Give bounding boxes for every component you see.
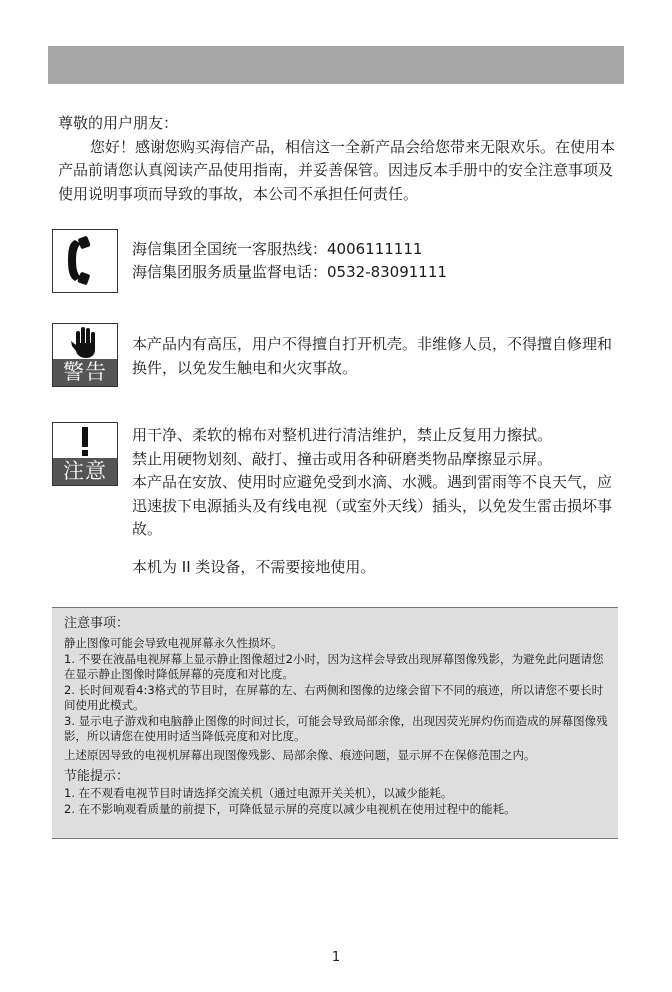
caution-text — [132, 424, 622, 579]
notes-title: 注意事项： — [64, 616, 130, 631]
exclamation-icon — [75, 424, 95, 458]
hotline-line-2: 海信集团服务质量监督电话：0532-83091111 — [132, 263, 447, 281]
intro-paragraph: 您好！感谢您购买海信产品，相信这一全新产品会给您带来无限欢乐。在使用本产品前请您认真阅读产品使用指南，并妥善保管。因违反本手册中的安全注意事项及使用说明事项而导致的事故，本公司不承担任何责任。 — [58, 137, 616, 203]
notes-item: 2. 长时间观看4:3格式的节目时，在屏幕的左、右两侧和图像的边缘会留下不同的痕迹，所以请您不要长时间使用此模式。 — [64, 682, 604, 712]
greeting: 尊敬的用户朋友： — [58, 114, 179, 132]
warning-paragraph: 本产品内有高压，用户不得擅自打开机壳。非维修人员，不得擅自修理和换件，以免发生触电和火灾事故。 — [132, 335, 613, 377]
header-bar — [48, 46, 624, 84]
notes-item: 上述原因导致的电视机屏幕出现图像残影、局部余像、痕迹问题，显示屏不在保修范围之内。 — [64, 747, 536, 762]
intro-section — [58, 112, 618, 206]
caution-line-1: 用干净、柔软的棉布对整机进行清洁维护，禁止反复用力擦拭。 — [132, 426, 553, 444]
page-number: 1 — [331, 950, 341, 965]
energy-title: 节能提示： — [64, 769, 130, 784]
energy-item: 1. 在不观看电视节目时请选择交流关机（通过电源开关关机），以减少能耗。 — [64, 786, 453, 800]
caution-sign — [52, 422, 118, 486]
notes-box — [52, 607, 618, 839]
notes-item: 1. 不要在液晶电视屏幕上显示静止图像超过2小时，因为这样会导致出现屏幕图像残影，为避免此问题请您在显示静止图像时降低屏幕的亮度和对比度。 — [64, 651, 604, 681]
caution-line-4: 本机为 II 类设备，不需要接地使用。 — [132, 557, 376, 576]
hand-stop-icon — [70, 325, 100, 359]
phone-icon-box — [52, 229, 118, 293]
caution-label: 注意 — [53, 458, 117, 485]
energy-item: 2. 在不影响观看质量的前提下，可降低显示屏的亮度以减少电视机在使用过程中的能耗。 — [64, 801, 516, 816]
phone-icon — [53, 230, 116, 291]
hotline-info — [132, 238, 447, 284]
notes-item: 静止图像可能会导致电视屏幕永久性损坏。 — [64, 636, 283, 650]
warning-label: 警告 — [53, 359, 117, 386]
warning-text — [132, 332, 622, 380]
hotline-line-1: 海信集团全国统一客服热线：4006111111 — [132, 240, 423, 258]
caution-line-2: 禁止用硬物划刻、敲打、撞击或用各种研磨类物品摩擦显示屏。 — [132, 449, 553, 468]
warning-sign — [52, 323, 118, 387]
notes-item: 3. 显示电子游戏和电脑静止图像的时间过长，可能会导致局部余像，出现因荧光屏灼伤而造成的屏幕图像残影，所以请您在使用时适当降低亮度和对比度。 — [64, 713, 608, 743]
caution-line-3: 本产品在安放、使用时应避免受到水滴、水溅。遇到雷雨等不良天气，应迅速拔下电源插头及有线电视（或室外天线）插头，以免发生雷击损坏事故。 — [132, 473, 613, 538]
